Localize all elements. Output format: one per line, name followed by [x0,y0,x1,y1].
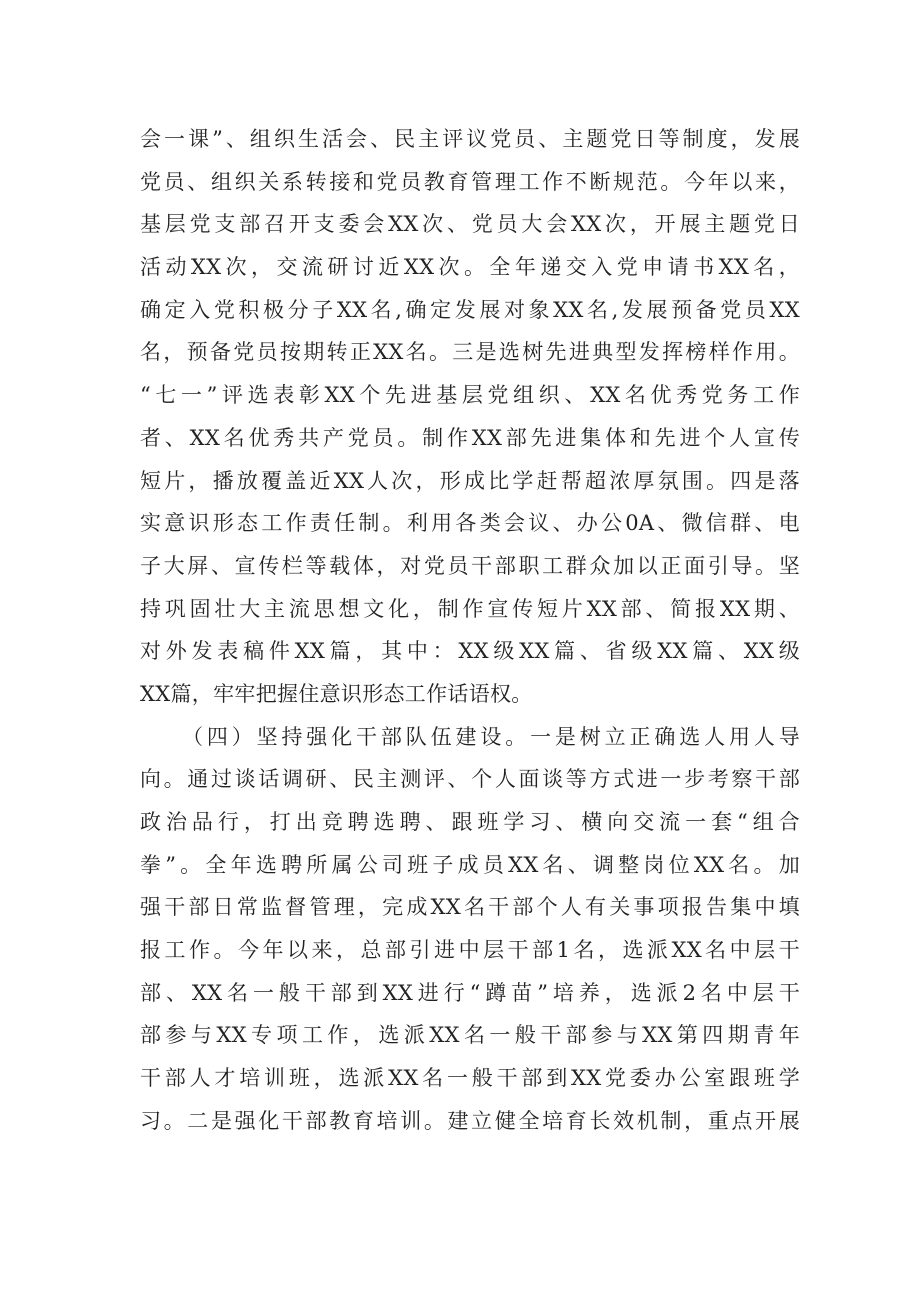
text-line: 报工作。今年以来，总部引进中层干部1名，选派XX名中层干 [140,938,800,963]
text-line: 实意识形态工作责任制。利用各类会议、办公0A、微信群、电 [140,511,800,536]
text-line: 活动XX次，交流研讨近XX次。全年递交入党申请书XX名， [140,255,800,280]
text-line: 党员、组织关系转接和党员教育管理工作不断规范。今年以来， [140,169,800,194]
text-line: 习。二是强化干部教育培训。建立健全培育长效机制，重点开展 [140,1108,800,1133]
text-line: 政治品行，打出竞聘选聘、跟班学习、横向交流一套“组合 [140,810,800,834]
text-line: “七一”评选表彰XX个先进基层党组织、XX名优秀党务工作 [140,383,800,408]
text-line: 部参与XX专项工作，选派XX名一般干部参与XX第四期青年 [140,1023,800,1048]
text-line: 持巩固壮大主流思想文化，制作宣传短片XX部、简报XX期、 [140,596,800,621]
text-line: 子大屏、宣传栏等载体，对党员干部职工群众加以正面引导。坚 [140,553,800,578]
section-heading-line: （四）坚持强化干部队伍建设。一是树立正确选人用人导 [182,724,800,749]
text-line: 强干部日常监督管理，完成XX名干部个人有关事项报告集中填 [140,895,800,920]
text-line: XX篇，牢牢把握住意识形态工作话语权。 [140,681,533,706]
text-line: 确定入党积极分子XX名,确定发展对象XX名,发展预备党员XX [140,297,800,322]
text-line: 基层党支部召开支委会XX次、党员大会XX次，开展主题党日 [140,212,800,237]
text-line: 对外发表稿件XX篇，其中：XX级XX篇、省级XX篇、XX级 [140,639,800,664]
body-text [140,118,800,1143]
text-line: 者、XX名优秀共产党员。制作XX部先进集体和先进个人宣传 [140,425,800,450]
text-line: 向。通过谈话调研、民主测评、个人面谈等方式进一步考察干部 [140,767,800,792]
text-line: 短片，播放覆盖近XX人次，形成比学赶帮超浓厚氛围。四是落 [140,468,800,493]
text-line: 会一课”、组织生活会、民主评议党员、主题党日等制度，发展 [140,127,800,151]
text-line: 拳”。全年选聘所属公司班子成员XX名、调整岗位XX名。加 [140,852,800,877]
paragraph-2 [140,716,800,1143]
text-line: 部、XX名一般干部到XX进行“蹲苗”培养，选派2名中层干 [140,980,800,1005]
text-line: 干部人才培训班，选派XX名一般干部到XX党委办公室跟班学 [140,1066,800,1091]
paragraph-1 [140,118,800,716]
text-line: 名，预备党员按期转正XX名。三是选树先进典型发挥榜样作用。 [140,340,800,365]
